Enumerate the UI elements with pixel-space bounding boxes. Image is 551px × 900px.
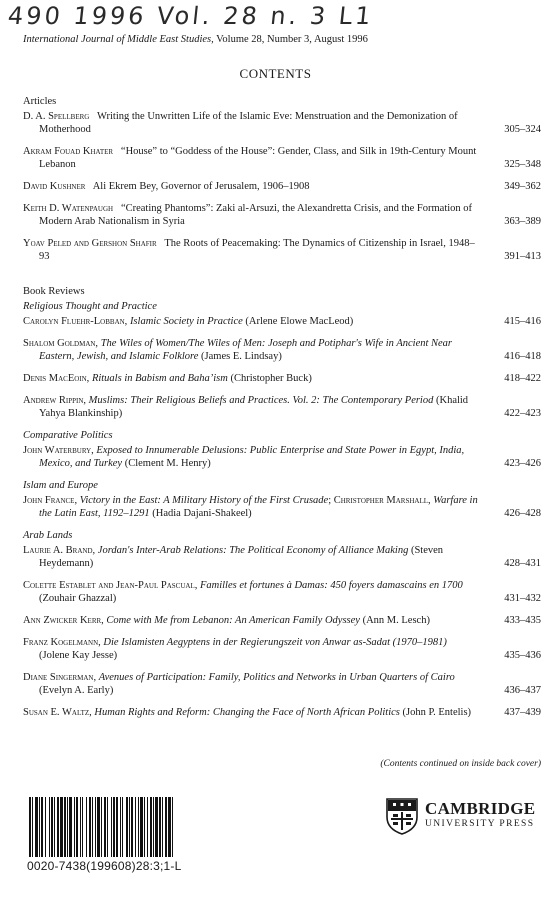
article-author: Yoav Peled and Gershon Shafir [23,238,157,249]
article-entry[interactable] [23,110,543,136]
review-title: Human Rights and Reform: Changing the Face of North African Politics [94,707,400,718]
review-pages: 437–439 [504,707,541,718]
article-title: Ali Ekrem Bey, Governor of Jerusalem, 1906–1908 [92,181,310,192]
article-pages: 349–362 [504,181,541,192]
review-entry[interactable] [23,614,543,627]
reviewer: (Jolene Kay Jesse) [39,650,118,661]
article-entry[interactable] [23,237,543,263]
article-title: Writing the Unwritten Life of the Islamic Eve: Menstruation and the Demonization of Motherhood [39,111,458,135]
review-entry[interactable] [23,315,543,328]
review-pages: 418–422 [504,373,541,384]
review-entry[interactable] [23,444,543,470]
barcode-block [27,797,237,873]
review-title: Islamic Society in Practice [129,316,243,327]
table-of-contents [23,95,543,728]
review-title: Rituals in Babism and Baha’ism [91,373,228,384]
review-author: John France, [23,495,78,506]
review-title: Muslims: Their Religious Beliefs and Practices. Vol. 2: The Contemporary Period [88,395,434,406]
review-author: Franz Kogelmann, [23,637,101,648]
reviewer: (Christopher Buck) [230,373,312,384]
article-entry[interactable] [23,180,543,193]
review-author: John Waterbury, [23,445,94,456]
review-title: Come with Me from Lebanon: An American Family Odyssey [106,615,360,626]
reviewer: (John P. Entelis) [402,707,472,718]
journal-issue-line [23,34,368,45]
reviewer: (Zouhair Ghazzal) [39,593,117,604]
review-author-2: ; Christopher Marshall, [328,495,431,506]
review-pages: 433–435 [504,615,541,626]
contents-title: CONTENTS [239,66,312,81]
review-entry[interactable] [23,544,543,570]
review-entry[interactable] [23,636,543,662]
review-author: Laurie A. Brand, [23,545,96,556]
review-author: Ann Zwicker Kerr, [23,615,104,626]
article-entry[interactable] [23,145,543,171]
review-entry[interactable] [23,671,543,697]
review-entry[interactable] [23,394,543,420]
review-pages: 436–437 [504,685,541,696]
review-pages: 423–426 [504,458,541,469]
review-title: Die Islamisten Aegyptens in der Regierungszeit von Anwar as-Sadat (1970–1981) [103,637,447,648]
reviewer: (James E. Lindsay) [201,351,282,362]
article-author: Keith D. Watenpaugh [23,203,114,214]
review-category: Comparative Politics [23,430,113,441]
review-category: Arab Lands [23,530,73,541]
review-category: Islam and Europe [23,480,98,491]
review-pages: 428–431 [504,558,541,569]
article-entry[interactable] [23,202,543,228]
journal-name: International Journal of Middle East Studies, [23,34,214,45]
review-title: Victory in the East: A Military History of the First Crusade [79,495,329,506]
review-category: Religious Thought and Practice [23,301,157,312]
article-title: “Creating Phantoms”: Zaki al-Arsuzi, the Alexandretta Crisis, and the Formation of Modern Arab Nationalism in Syria [39,203,473,227]
article-author: D. A. Spellberg [23,111,90,122]
review-author: Andrew Rippin, [23,395,87,406]
review-author: Colette Establet and Jean-Paul Pascual, [23,580,198,591]
review-pages: 435–436 [504,650,541,661]
review-title-2: Warfare in the Latin East, 1192–1291 [39,495,478,519]
issue-info: Volume 28, Number 3, August 1996 [213,34,368,45]
review-title: Exposed to Innumerable Delusions: Public Enterprise and State Power in Egypt, India, Mexico, and Turkey [39,445,465,469]
review-author: Carolyn Fluehr-Lobban, [23,316,128,327]
review-pages: 426–428 [504,508,541,519]
reviewer: (Steven Heydemann) [39,545,444,569]
review-author: Diane Singerman, [23,672,97,683]
review-author: Susan E. Waltz, [23,707,92,718]
article-title: “House” to “Goddess of the House”: Gender, Class, and Silk in 19th-Century Mount Lebanon [39,146,477,170]
book-reviews-label: Book Reviews [23,286,85,297]
article-pages: 363–389 [504,216,541,227]
review-pages: 431–432 [504,593,541,604]
reviewer: (Arlene Elowe MacLeod) [245,316,354,327]
article-title: The Roots of Peacemaking: The Dynamics of Citizenship in Israel, 1948–93 [39,238,475,262]
review-title: Familles et fortunes à Damas: 450 foyers damascains en 1700 [199,580,463,591]
reviewer: (Ann M. Lesch) [362,615,430,626]
review-title: Avenues of Participation: Family, Politics and Networks in Urban Quarters of Cairo [98,672,455,683]
barcode-icon [27,797,237,857]
review-author: Shalom Goldman, [23,338,99,349]
articles-label: Articles [23,96,57,107]
cambridge-shield-icon [385,797,419,835]
publisher-press: UNIVERSITY PRESS [425,819,535,829]
contents-continued-note: (Contents continued on inside back cover) [380,759,541,769]
reviewer: (Evelyn A. Early) [39,685,114,696]
article-pages: 305–324 [504,124,541,135]
reviewer: (Clement M. Henry) [124,458,211,469]
review-entry[interactable] [23,579,543,605]
reviewer: (Hadia Dajani-Shakeel) [152,508,252,519]
review-entry[interactable] [23,706,543,719]
publisher-name: CAMBRIDGE [425,799,536,818]
review-entry[interactable] [23,494,543,520]
review-pages: 415–416 [504,316,541,327]
review-pages: 422–423 [504,408,541,419]
barcode-number: 0020-7438(199608)28:3;1-L [27,859,182,873]
reviewer: (Khalid Yahya Blankinship) [39,395,469,419]
review-entry[interactable] [23,372,543,385]
review-entry[interactable] [23,337,543,363]
publisher-logo[interactable] [385,797,545,837]
review-author: Denis MacEoin, [23,373,90,384]
article-author: David Kushner [23,181,86,192]
article-author: Akram Fouad Khater [23,146,114,157]
article-pages: 325–348 [504,159,541,170]
review-pages: 416–418 [504,351,541,362]
handwritten-note: 490 1996 Vol. 28 n. 3 L1 [6,2,375,30]
review-title: Jordan's Inter-Arab Relations: The Political Economy of Alliance Making [97,545,409,556]
article-pages: 391–413 [504,251,541,262]
review-title: The Wiles of Women/The Wiles of Men: Joseph and Potiphar's Wife in Ancient Near Eastern, Jewish, and Islamic Folklore [39,338,453,362]
